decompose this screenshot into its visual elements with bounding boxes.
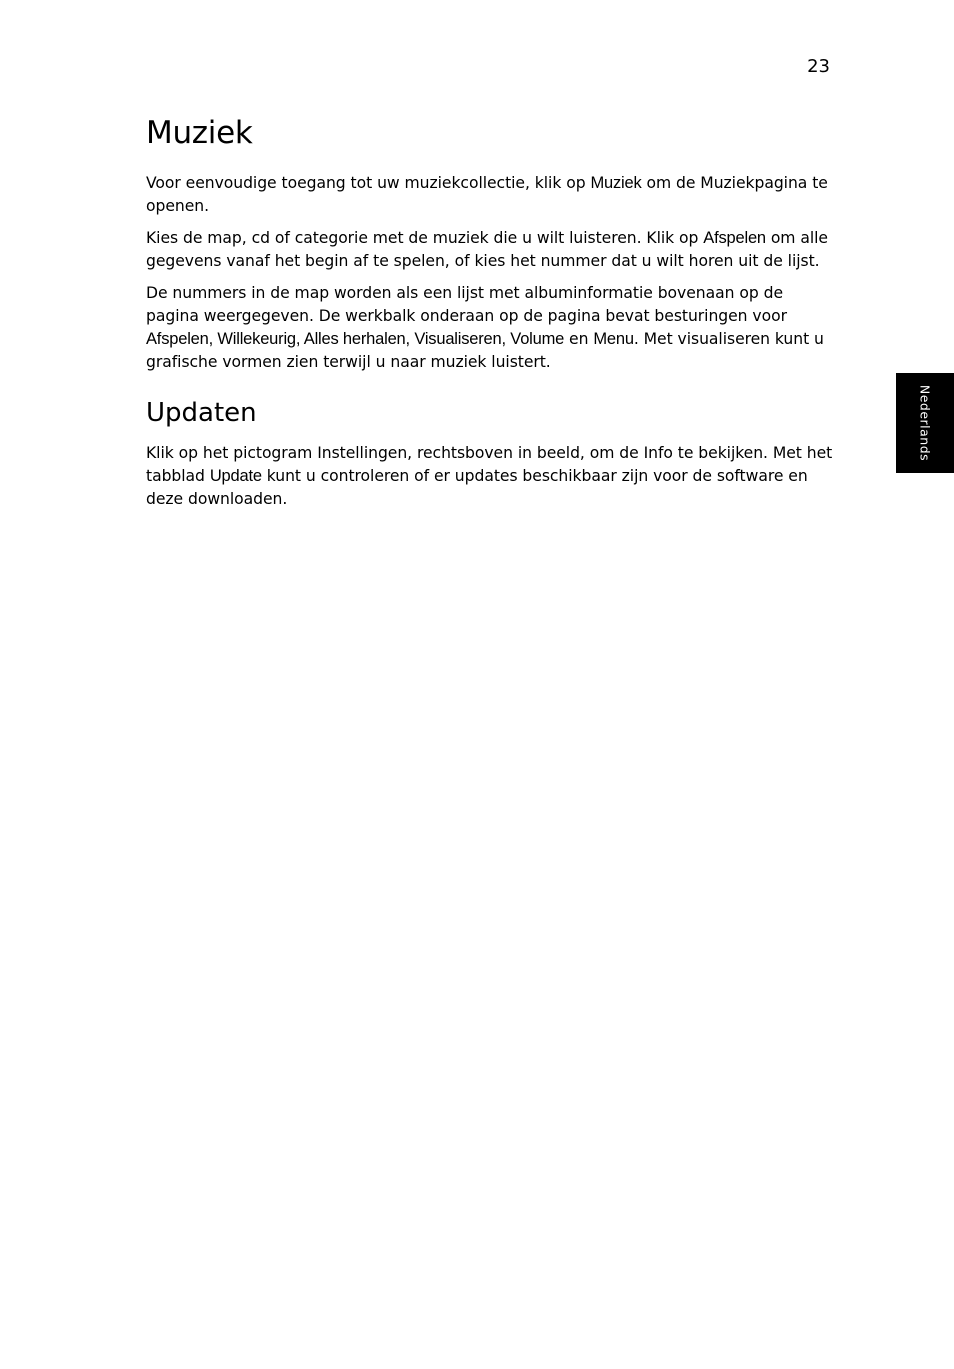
ui-term-willekeurig: Willekeurig [217, 330, 296, 348]
ui-term-update: Update [209, 467, 262, 485]
ui-term-afspelen: Afspelen [703, 229, 766, 247]
text-run: Voor eenvoudige toegang tot uw muziekcollectie, klik op [146, 174, 591, 192]
text-run: Kies de map, cd of categorie met de muziek die u wilt luisteren. Klik op [146, 229, 704, 247]
separator: , [501, 330, 511, 348]
page-content [146, 112, 836, 520]
paragraph-muziek-toolbar [146, 282, 836, 374]
separator: , [208, 330, 218, 348]
ui-term-volume: Volume [510, 330, 565, 348]
ui-term-menu: Menu [593, 330, 634, 348]
text-run: Klik op het pictogram Instellingen, rechtsboven in beeld, om de Info te bekijken. Met het tabblad [146, 444, 833, 485]
language-tab [896, 373, 954, 473]
ui-term-alles-herhalen: Alles herhalen [303, 330, 406, 348]
ui-term-visualiseren: Visualiseren [414, 330, 502, 348]
ui-term-afspelen: Afspelen [146, 330, 209, 348]
text-run: om de Muziekpagina te openen. [146, 174, 828, 215]
text-run: en [564, 330, 594, 348]
section-title-muziek: Muziek [146, 115, 253, 151]
text-run: kunt u controleren of er updates beschikbaar zijn voor de software en deze downloaden. [146, 467, 808, 508]
section-title-updaten: Updaten [146, 398, 257, 428]
language-tab-label: Nederlands [917, 384, 933, 462]
paragraph-updaten [146, 442, 836, 511]
ui-term-muziek: Muziek [590, 174, 642, 192]
text-run: om alle gegevens vanaf het begin af te spelen, of kies het nummer dat u wilt horen uit de lijst. [146, 229, 828, 270]
separator: , [405, 330, 415, 348]
text-run: . Met visualiseren kunt u grafische vormen zien terwijl u naar muziek luistert. [146, 330, 824, 371]
text-run: De nummers in de map worden als een lijst met albuminformatie bovenaan op de pagina weergegeven. De werkbalk onderaan op de pagina bevat besturingen voor [146, 284, 787, 325]
paragraph-muziek-intro [146, 172, 836, 218]
paragraph-muziek-select [146, 227, 836, 273]
separator: , [295, 330, 304, 348]
page-number: 23 [807, 56, 830, 77]
